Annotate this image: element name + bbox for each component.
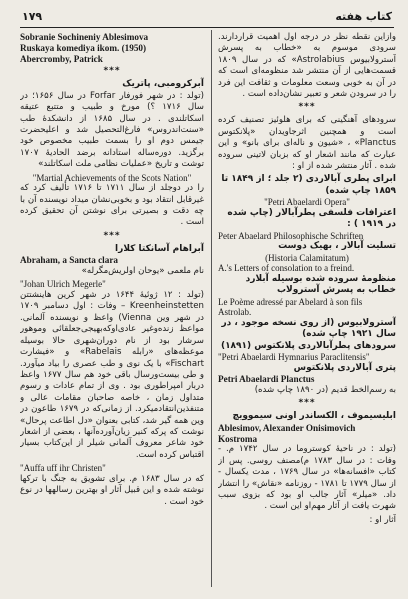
entry-body: وازاین نقطه نظر در درجه اول اهمیت قراردارند. سرودی موسوم به «خطاب به پسرش آسترولابیوس Astrolabius» که در سال ۱۸۰۹ قسمت‌هایی از آن منتشر شد منظومه‌ای است که در آن به خوبی وسعت معلومات و ثقافت این فرد را در سرودن شعر و تعبیر نشان‌داده است .: [218, 32, 396, 100]
entry-quote: "Johan Ulrich Megerle": [20, 279, 106, 290]
work-heading: اعترافات فلسفی پطرآبالار (چاپ شده در ۱۹۱۹ ) :: [227, 207, 396, 230]
work-quote: "Petri Abaelardi Opera": [264, 197, 350, 208]
work-latin: A.'s Letters of consolation to a freind.: [218, 263, 355, 274]
header-rule: [20, 27, 394, 28]
page-number: ۱۷۹: [22, 10, 43, 23]
entry-body: (تولد : ۱۲ ژوئیهٔ ۱۶۴۴ در شهر کرین هاینشتتن Kreenheinstetten – وفات : اول دسامبر ۱۷۰۹ در شهر وین Vienna) واعظ و نویسنده آلمانی. مواعظ زنده‌وغیر عادی‌اوکه‌بهیجی‌جعلقائی وموهور سرشار بود از نام دوران‌شهری حالا بوسیله موعظه‌های «رابله Rabelais» و «فیشارت Fischart» با یک نوی و طب عصری را بیاد میآورد. و طی بیست‌ورسال باقی خود هم سال ۱۶۷۷ واعظ دربار امپراطوری بود . وی از تمام عادات و رسوم متداول زمان ، خاصه صاحبان مقامات عالی و متنفذین‌انتقادمیکرد. از زمانی‌که در ۱۶۷۹ طاعون در وین همه گیر شد، کتابی بعنوان «دل اطاعت پرحال» نوشت که پرکه کنیر زیان‌آورده‌آنها ، بعضی از اشعار خود شاعر معروف آلمانی شیلر از این‌کتاب بسیار اقتباس کرده است.: [20, 290, 204, 460]
entry-title-line: Sobranie Sochineniy Ablesimova: [20, 32, 149, 42]
work-heading: پتری آبالاردی پلانکتوس: [293, 362, 396, 373]
entry-body: (تولد : در شهر فورفار Forfar در سال ۱۶۵۶؛ در سال ۱۷۱۶ ؟) مورخ و طبیب و متتبع عتیقه اسکاتلندی . در سال ۱۶۸۵ از دانشکدهٔ طب «سنت‌اندروس» فارغ‌التحصیل شد و اعلیحضرت جیمس دوم او را بسمت طبیب مخصوص خود برگزید. دوره‌ساله استادانه برضد الحادیهٔ ۱۷۰۷ توشت و تاریخ «عملیات نظامی ملت اسکاتلند»: [20, 90, 204, 170]
work-heading: ابرای پطری آبالاردی (۲ جلد ؛ از ۱۸۴۹ تا ۱۸۵۹ چاپ شده): [221, 174, 396, 196]
entry-heading: ابلیسیموف ، الکساندر اونی سیموویچ: [232, 411, 396, 422]
running-title: کتاب هفته: [335, 10, 392, 23]
separator-stars: ***: [298, 102, 316, 113]
entry-subtitle: نام ملعمی «یوحان اولریش‌مگرله»: [81, 266, 204, 277]
entry-heading: آبراهام آسانکتا کلارا: [115, 243, 204, 254]
work-heading: منظومهٔ سروده شده بوسیله آبلارد خطاب به پسرش آسترولاب: [245, 273, 396, 296]
entry-place: Kostroma: [218, 433, 258, 444]
column-divider: [211, 30, 212, 587]
page-header: [22, 10, 392, 26]
separator-stars: ***: [298, 398, 316, 409]
separator-stars: ***: [103, 66, 121, 77]
entry-body: (تولد : در ناحیهٔ کوستروما در سال ۱۷۴۲ م. - وفات : در سال ۱۷۸۳ م)مصنف روسی. پس از کتاب «افسانه‌ها» در سال ۱۷۶۹ ، مدت یکسال - از سال ۱۷۷۹ تا ۱۷۸۱ - روزنامه «نقاش» را انتشار داد. «میلر» آثار جالب او بود که بزوی سبب شهرت یافت از آثار مهم‌او این است .: [218, 444, 396, 512]
work-latin: Petri Abaelardi Planctus: [218, 374, 315, 385]
work-heading: آسترولابیوس (از روی نسخه موجود ، در سال ۱۹۲۱ چاپ شده): [221, 317, 396, 340]
entry-body: را در دوجلد از سال ۱۷۱۱ تا ۱۷۱۶ تألیف کرد که غیرقابل انتقاد بود و بخوبی‌نشان میداد نویسنده آن با چه دقت و بصیرتی برای نوشتن آن تحقیق کرده است .: [20, 183, 204, 228]
work-heading: سرودهای پطرآبالاردی پلانکتوس (۱۸۹۱): [220, 340, 396, 351]
work-heading: تسلیت آبالار ، بهیک دوست: [278, 241, 396, 252]
entry-quote: "Martial Achievements of the Scots Nation": [32, 172, 192, 183]
entry-quote: "Auffa uff ihr Christen": [20, 463, 106, 474]
right-column: [218, 32, 396, 589]
separator-stars: ***: [103, 230, 121, 241]
work-latin: Le Poème adressé par Abelard à son fils Astrolab.: [218, 296, 363, 318]
left-column: [20, 32, 204, 589]
entry-title-line: Abercromby, Patrick: [20, 53, 103, 64]
work-quote: (Historia Calamitatum): [265, 252, 349, 263]
entry-latin-name: Abraham, a Sancta clara: [20, 255, 118, 266]
entry-body: سرودهای آهنگینی که برای هلوئیز تصنیف کرده است و همچنین اثرجاویدان «پلانکتوس Planctus» ، «شیون و ناله‌ای برای بانو» و این عبارت که مانند اشعار او که بزبان لاتینی سروده شده . آثار منتشر شده از او :: [218, 115, 396, 172]
entry-latin-name: Ablesimov, Alexander Onisimovich: [218, 422, 356, 433]
work-quote: "Petri Abaelardi Hymnarius Paraclitensis": [218, 352, 370, 363]
entry-body: که در سال ۱۶۸۳ م. برای تشویق به جنگ با ترکها نوشته شده و این قبیل آثار او بهترین رسالهها در نوع خود است .: [20, 473, 204, 507]
work-note: به رسم‌الخط قدیم (در ۱۸۹۰ چاپ شده): [254, 384, 396, 395]
work-latin: Peter Abaelard Philosophische Schriften: [218, 230, 364, 241]
entry-title-line: Ruskaya komediya ikom. (1950): [20, 42, 147, 53]
entry-body: آثار او :: [369, 514, 396, 525]
entry-heading: آبرکرومبی، پاتریک: [122, 79, 204, 90]
